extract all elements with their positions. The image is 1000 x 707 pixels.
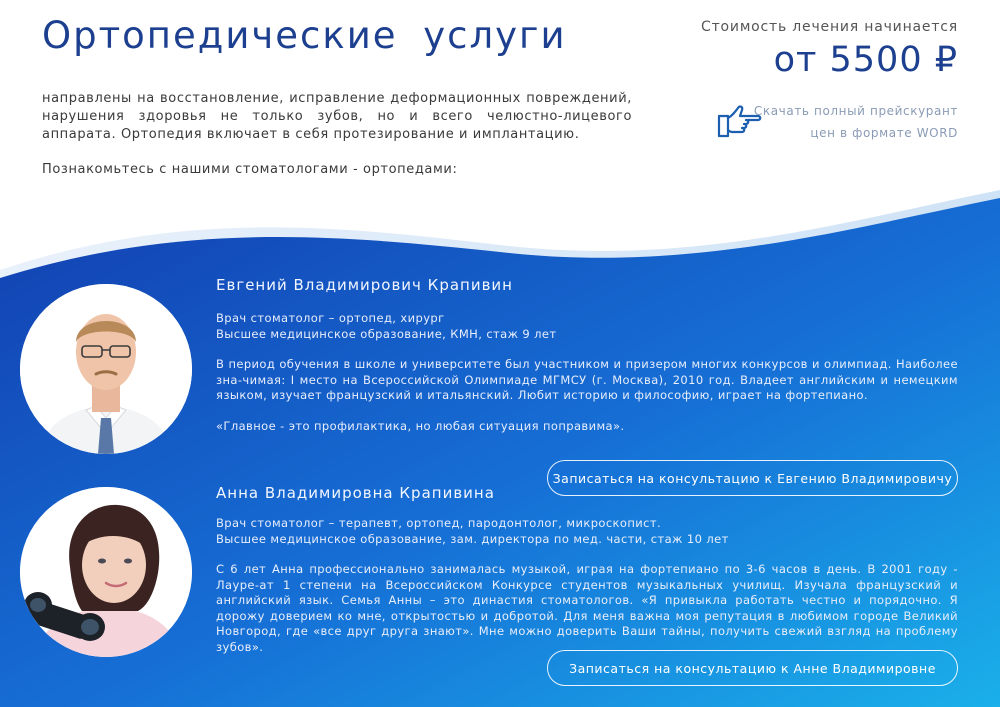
doctor-photo-anna <box>20 487 192 657</box>
meet-doctors-text: Познакомьтесь с нашими стоматологами - ортопедами: <box>42 162 458 177</box>
book-consultation-anna-button[interactable]: Записаться на консультацию к Анне Владимировне <box>547 650 958 686</box>
intro-text: направлены на восстановление, исправление деформационных повреждений, нарушения здоровья не только зубов, но и всего челюстно-лицевого аппарата. Ортопедия включает в себя протезирование и имплантацию. <box>42 91 632 142</box>
download-pricelist-link[interactable] <box>716 100 966 144</box>
doctor-info-evgeny <box>216 311 958 449</box>
price-value: от 5500 ₽ <box>773 40 958 80</box>
doctor-role: Врач стоматолог – терапевт, ортопед, пародонтолог, микроскопист. <box>216 516 662 530</box>
doctor-photo-evgeny <box>20 284 192 454</box>
doctor-name-evgeny: Евгений Владимирович Крапивин <box>216 276 513 294</box>
doctor-bio: В период обучения в школе и университете был участником и призером многих конкурсов и олимпиад. Наиболее зна-чимая: I место на Всероссийской Олимпиаде МГМСУ (г. Москва), 2010 год. Владеет английским и немецким языком, изучает французский и итальянский. Любит историю и философию, играет на фортепиано. <box>216 357 958 402</box>
book-consultation-evgeny-button[interactable]: Записаться на консультацию к Евгению Владимировичу <box>547 460 958 496</box>
doctor-name-anna: Анна Владимировна Крапивина <box>216 484 495 502</box>
download-line-1: Скачать полный прейскурант <box>753 104 958 118</box>
doctor-education: Высшее медицинское образование, КМН, стаж 9 лет <box>216 326 557 341</box>
page-title: Ортопедические услуги <box>42 14 567 57</box>
doctor-info-anna <box>216 516 958 655</box>
doctor-bio: С 6 лет Анна профессионально занималась музыкой, играя на фортепиано по 3-6 часов в день. В 2001 году - Лауре-ат 1 степени на Всероссийском Конкурсе студентов музыкальных училищ. Изучала французский и английский язык. Семья Анны – это династия стоматологов. «Я привыкла работать честно и порядочно. Я дорожу доверием ко мне, открытостью и добротой. Для меня важна моя репутация в любимом городе Великий Новгород, где «все друг друга знают». Мне можно доверить Ваши тайны, получить свежий взгляд на проблему зубов». <box>216 562 958 654</box>
download-line-2: цен в формате WORD <box>810 126 958 140</box>
price-caption: Стоимость лечения начинается <box>701 19 958 35</box>
doctor-education: Высшее медицинское образование, зам. директора по мед. части, стаж 10 лет <box>216 531 729 546</box>
doctor-role: Врач стоматолог – ортопед, хирург <box>216 311 445 325</box>
doctor-quote: «Главное - это профилактика, но любая ситуация поправима». <box>216 418 625 433</box>
